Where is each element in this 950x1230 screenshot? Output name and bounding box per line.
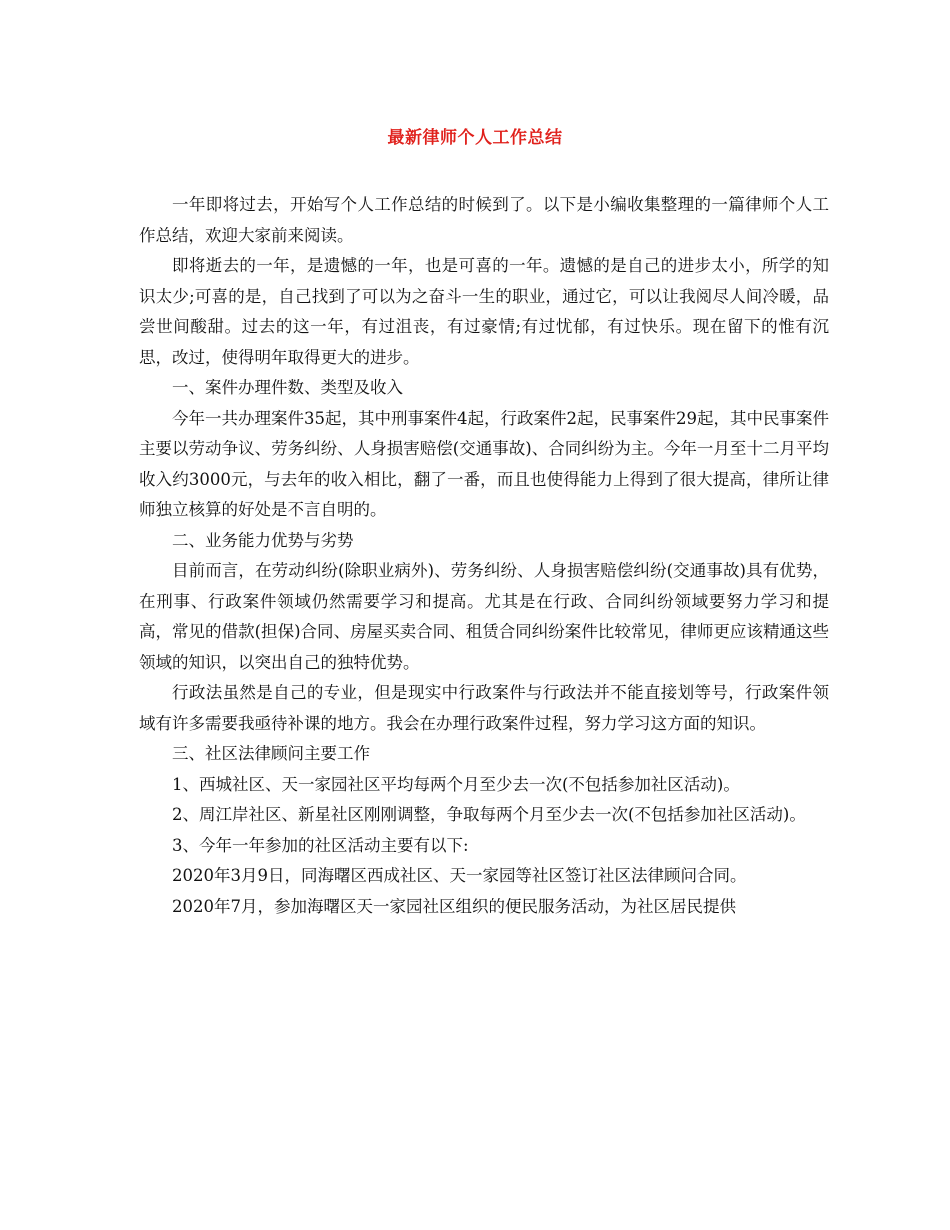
administrative-law-paragraph: 行政法虽然是自己的专业，但是现实中行政案件与行政法并不能直接划等号，行政案件领域有许多需要我亟待补课的地方。我会在办理行政案件过程，努力学习这方面的知识。	[139, 683, 829, 733]
document-title: 最新律师个人工作总结	[387, 128, 563, 148]
intro-paragraph: 一年即将过去，开始写个人工作总结的时候到了。以下是小编收集整理的一篇律师个人工作总结，欢迎大家前来阅读。	[139, 195, 829, 245]
section-heading-community: 三、社区法律顾问主要工作	[172, 744, 370, 763]
activity-march: 2020年3月9日，同海曙区西成社区、天一家园等社区签订社区法律顾问合同。	[172, 866, 747, 885]
community-item-1: 1、西城社区、天一家园社区平均每两个月至少去一次(不包括参加社区活动)。	[172, 774, 740, 794]
activity-july: 2020年7月，参加海曙区天一家园社区组织的便民服务活动，为社区居民提供	[172, 896, 736, 916]
community-item-3: 3、今年一年参加的社区活动主要有以下:	[172, 835, 469, 855]
cases-paragraph: 今年一共办理案件35起，其中刑事案件4起，行政案件2起，民事案件29起，其中民事案件主要以劳动争议、劳务纠纷、人身损害赔偿(交通事故)、合同纠纷为主。今年一月至十二月平均收入约3000元，与去年的收入相比，翻了一番，而且也使得能力上得到了很大提高，律所让律师独立核算的好处是不言自明的。	[139, 408, 829, 519]
section-heading-cases: 一、案件办理件数、类型及收入	[172, 378, 403, 397]
reflection-paragraph: 即将逝去的一年，是遗憾的一年，也是可喜的一年。遗憾的是自己的进步太小，所学的知识太少;可喜的是，自己找到了可以为之奋斗一生的职业，通过它，可以让我阅尽人间冷暖，品尝世间酸甜。过去的这一年，有过沮丧，有过豪情;有过忧郁，有过快乐。现在留下的惟有沉思，改过，使得明年取得更大的进步。	[139, 256, 829, 367]
abilities-paragraph: 目前而言，在劳动纠纷(除职业病外)、劳务纠纷、人身损害赔偿纠纷(交通事故)具有优势，在刑事、行政案件领域仍然需要学习和提高。尤其是在行政、合同纠纷领域要努力学习和提高，常见的借款(担保)合同、房屋买卖合同、租赁合同纠纷案件比较常见，律师更应该精通这些领域的知识，以突出自己的独特优势。	[139, 561, 829, 672]
section-heading-abilities: 二、业务能力优势与劣势	[172, 530, 354, 550]
document-body	[139, 190, 829, 922]
community-item-2: 2、周江岸社区、新星社区刚刚调整，争取每两个月至少去一次(不包括参加社区活动)。	[172, 805, 806, 824]
